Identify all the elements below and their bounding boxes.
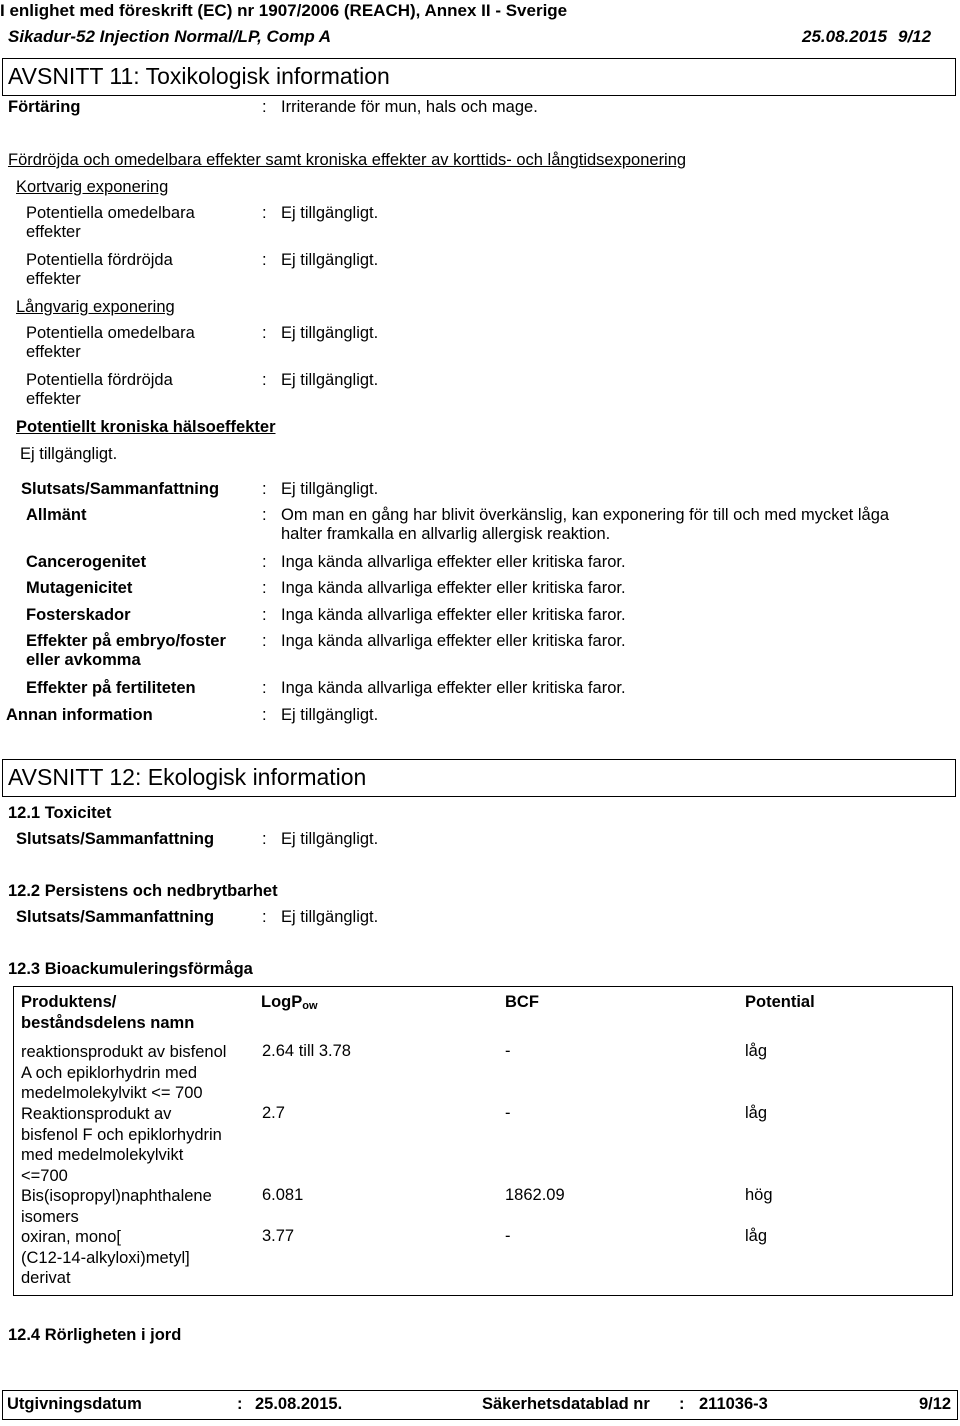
sds-number-value: 211036-3	[699, 1395, 768, 1413]
mutagenicity-value: Inga kända allvarliga effekter eller kritiska faror.	[281, 579, 626, 597]
table-row-name: oxiran, mono[ (C12-14-alkyloxi)metyl] derivat	[21, 1228, 190, 1288]
regulation-header: I enlighet med föreskrift (EC) nr 1907/2006 (REACH), Annex II - Sverige	[0, 1, 568, 20]
general-value: Om man en gång har blivit överkänslig, kan exponering för till och med mycket låga halter framkalla en allvarlig allergisk reaktion.	[281, 506, 890, 543]
long-immediate-label: Potentiella omedelbara effekter	[26, 324, 195, 361]
table-row-logp: 3.77	[262, 1227, 295, 1245]
mobility-heading: 12.4 Rörligheten i jord	[8, 1326, 182, 1344]
table-row-logp: 2.7	[262, 1104, 285, 1122]
carcinogenicity-value: Inga kända allvarliga effekter eller kritiska faror.	[281, 553, 626, 571]
ingestion-label: Förtäring	[8, 98, 81, 116]
long-term-heading: Långvarig exponering	[16, 298, 175, 316]
table-row-logp: 2.64 till 3.78	[262, 1042, 351, 1060]
general-label: Allmänt	[26, 506, 87, 524]
bioaccumulation-heading: 12.3 Bioackumuleringsförmåga	[8, 960, 253, 978]
short-delayed-value: Ej tillgängligt.	[281, 251, 379, 269]
footer-page: 9/12	[919, 1395, 952, 1413]
table-row-bcf: -	[505, 1042, 511, 1060]
table-row-name: Reaktionsprodukt av bisfenol F och epiklorhydrin med medelmolekylvikt <=700	[21, 1105, 222, 1186]
section-11-box	[2, 58, 956, 96]
col-header-name: Produktens/ beståndsdelens namn	[21, 993, 195, 1032]
other-info-value: Ej tillgängligt.	[281, 706, 379, 724]
long-delayed-label: Potentiella fördröjda effekter	[26, 371, 173, 408]
teratogenicity-value: Inga kända allvarliga effekter eller kritiska faror.	[281, 606, 626, 624]
table-row-bcf: -	[505, 1227, 511, 1245]
long-delayed-value: Ej tillgängligt.	[281, 371, 379, 389]
toxicity-summary-label: Slutsats/Sammanfattning	[16, 830, 215, 848]
toxicity-heading: 12.1 Toxicitet	[8, 804, 112, 822]
summary-label: Slutsats/Sammanfattning	[21, 480, 220, 498]
col-header-potential: Potential	[745, 993, 815, 1011]
sds-number-label: Säkerhetsdatablad nr	[482, 1395, 650, 1413]
teratogenicity-label: Fosterskador	[26, 606, 131, 624]
fertility-value: Inga kända allvarliga effekter eller kritiska faror.	[281, 679, 626, 697]
other-info-label: Annan information	[6, 706, 153, 724]
short-immediate-value: Ej tillgängligt.	[281, 204, 379, 222]
table-row-potential: låg	[745, 1227, 768, 1245]
short-immediate-label: Potentiella omedelbara effekter	[26, 204, 195, 241]
embryo-effects-label: Effekter på embryo/foster eller avkomma	[26, 632, 226, 669]
bioaccumulation-table	[13, 986, 953, 1296]
table-row-bcf: -	[505, 1104, 511, 1122]
section-11-title: AVSNITT 11: Toxikologisk information	[8, 63, 390, 89]
issue-date-value: 25.08.2015.	[255, 1395, 343, 1413]
header-page: 9/12	[898, 27, 932, 46]
col-header-logp: LogP$_{ow}$	[261, 993, 318, 1012]
short-term-heading: Kortvarig exponering	[16, 178, 169, 196]
long-immediate-value: Ej tillgängligt.	[281, 324, 379, 342]
col-header-bcf: BCF	[505, 993, 539, 1011]
table-row-logp: 6.081	[262, 1186, 304, 1204]
toxicity-summary-value: Ej tillgängligt.	[281, 830, 379, 848]
section-12-title: AVSNITT 12: Ekologisk information	[8, 764, 367, 790]
table-row-name: Bis(isopropyl)naphthalene isomers	[21, 1187, 212, 1226]
section-12-box	[2, 759, 956, 797]
persistence-summary-label: Slutsats/Sammanfattning	[16, 908, 215, 926]
chronic-effects-heading: Potentiellt kroniska hälsoeffekter	[16, 418, 276, 436]
fertility-label: Effekter på fertiliteten	[26, 679, 196, 697]
table-row-potential: hög	[745, 1186, 773, 1204]
table-row-potential: låg	[745, 1104, 768, 1122]
chronic-effects-value: Ej tillgängligt.	[20, 445, 118, 463]
persistence-summary-value: Ej tillgängligt.	[281, 908, 379, 926]
mutagenicity-label: Mutagenicitet	[26, 579, 133, 597]
delayed-effects-heading: Fördröjda och omedelbara effekter samt kroniska effekter av korttids- och långtidsexponering	[8, 151, 687, 169]
short-delayed-label: Potentiella fördröjda effekter	[26, 251, 173, 288]
summary-value: Ej tillgängligt.	[281, 480, 379, 498]
product-name: Sikadur-52 Injection Normal/LP, Comp A	[8, 27, 332, 46]
table-row-bcf: 1862.09	[505, 1186, 565, 1204]
issue-date-label: Utgivningsdatum	[7, 1395, 142, 1413]
persistence-heading: 12.2 Persistens och nedbrytbarhet	[8, 882, 278, 900]
carcinogenicity-label: Cancerogenitet	[26, 553, 147, 571]
footer: Utgivningsdatum : 25.08.2015. Säkerhetsdatablad nr : 211036-3 9/12	[2, 1390, 958, 1420]
table-row-name: reaktionsprodukt av bisfenol A och epiklorhydrin med medelmolekylvikt <= 700	[21, 1043, 227, 1103]
ingestion-value: Irriterande för mun, hals och mage.	[281, 98, 538, 116]
embryo-effects-value: Inga kända allvarliga effekter eller kritiska faror.	[281, 632, 626, 650]
header-date: 25.08.2015	[802, 27, 888, 46]
table-row-potential: låg	[745, 1042, 768, 1060]
